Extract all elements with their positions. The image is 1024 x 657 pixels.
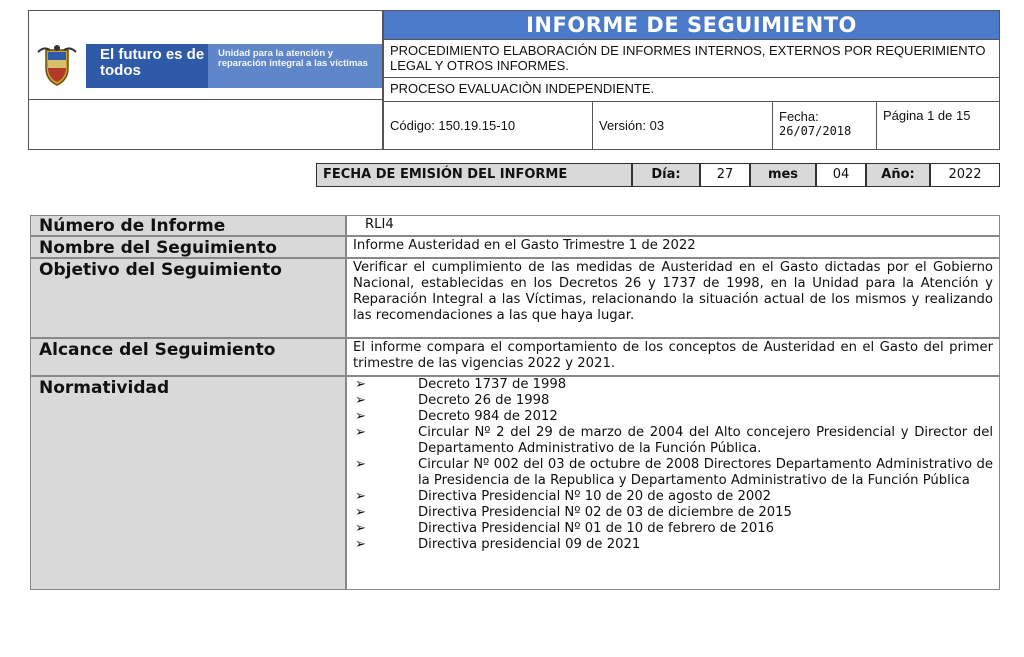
year-value: 2022 <box>930 163 1000 187</box>
norm-item <box>353 489 993 505</box>
date-label: Fecha: <box>779 109 819 124</box>
document-date <box>773 102 877 149</box>
document-version: Versión: 03 <box>593 102 773 149</box>
norm-text: Circular Nº 2 del 29 de marzo de 2004 del Alto concejero Presidencial y Director del Departamento Administrativo de la Función Pública. <box>418 425 993 456</box>
arrow-bullet-icon: ➢ <box>355 489 367 504</box>
month-label: mes <box>750 163 816 187</box>
objective-label: Objetivo del Seguimiento <box>30 258 346 338</box>
norm-text: Decreto 1737 de 1998 <box>418 377 567 392</box>
arrow-bullet-icon: ➢ <box>355 457 367 472</box>
norm-text: Directiva Presidencial Nº 02 de 03 de diciembre de 2015 <box>418 505 792 520</box>
report-number: RLI4 <box>346 215 1000 236</box>
objective-text: Verificar el cumplimiento de las medidas de Austeridad en el Gasto dictadas por el Gobierno Nacional, establecidas en los Decretos 26 y 1737 de 1998, en la Unidad para la Atención y Reparación Integral a las Víctimas, relacionando la situación actual de los mismos y realizando las recomendaciones a las que haya lugar. <box>346 258 1000 338</box>
coat-of-arms-icon <box>34 44 80 88</box>
logo-slogan: El futuro es de todos <box>100 46 205 79</box>
date-value: 26/07/2018 <box>779 124 852 138</box>
arrow-bullet-icon: ➢ <box>355 505 367 520</box>
year-label: Año: <box>866 163 930 187</box>
norm-text: Circular Nº 002 del 03 de octubre de 2008 Directores Departamento Administrativo de la Presidencia de la Republica y Departamento Administrativo de la Función Pública <box>418 457 993 488</box>
emission-label: FECHA DE EMISIÓN DEL INFORME <box>316 163 632 187</box>
report-number-label: Número de Informe <box>30 215 346 236</box>
day-value: 27 <box>700 163 750 187</box>
logo-cell-bottom <box>28 100 383 150</box>
report-name-label: Nombre del Seguimiento <box>30 236 346 258</box>
process-text: PROCESO EVALUACIÒN INDEPENDIENTE. <box>383 78 1000 102</box>
norm-item <box>353 409 993 425</box>
arrow-bullet-icon: ➢ <box>355 521 367 536</box>
norms-label: Normatividad <box>30 376 346 590</box>
arrow-bullet-icon: ➢ <box>355 409 367 424</box>
scope-label: Alcance del Seguimiento <box>30 338 346 376</box>
scope-text: El informe compara el comportamiento de los conceptos de Austeridad en el Gasto del primer trimestre de las vigencias 2022 y 2021. <box>346 338 1000 376</box>
norm-item <box>353 537 993 553</box>
norm-text: Decreto 26 de 1998 <box>418 393 550 408</box>
norm-text: Decreto 984 de 2012 <box>418 409 558 424</box>
norm-text: Directiva Presidencial Nº 10 de 20 de agosto de 2002 <box>418 489 772 504</box>
arrow-bullet-icon: ➢ <box>355 425 367 440</box>
norm-item <box>353 425 993 457</box>
report-title: INFORME DE SEGUIMIENTO <box>383 10 1000 40</box>
arrow-bullet-icon: ➢ <box>355 377 367 392</box>
procedure-text: PROCEDIMIENTO ELABORACIÓN DE INFORMES INTERNOS, EXTERNOS POR REQUERIMIENTO LEGAL Y OTROS INFORMES. <box>383 40 1000 78</box>
norm-item <box>353 457 993 489</box>
norms-list <box>353 377 993 553</box>
norm-item <box>353 521 993 537</box>
norm-text: Directiva Presidencial Nº 01 de 10 de febrero de 2016 <box>418 521 774 536</box>
document-page: Página 1 de 15 <box>883 108 971 123</box>
norm-item <box>353 505 993 521</box>
day-label: Día: <box>632 163 700 187</box>
month-value: 04 <box>816 163 866 187</box>
arrow-bullet-icon: ➢ <box>355 393 367 408</box>
norm-text: Directiva presidencial 09 de 2021 <box>418 537 641 552</box>
norms-cell <box>346 376 1000 590</box>
norm-item <box>353 377 993 393</box>
arrow-bullet-icon: ➢ <box>355 537 367 552</box>
document-code: Código: 150.19.15-10 <box>384 102 593 149</box>
report-name: Informe Austeridad en el Gasto Trimestre 1 de 2022 <box>346 236 1000 258</box>
document-meta-row <box>383 102 1000 150</box>
norm-item <box>353 393 993 409</box>
logo-unit-text: Unidad para la atención y reparación integral a las víctimas <box>218 48 368 69</box>
